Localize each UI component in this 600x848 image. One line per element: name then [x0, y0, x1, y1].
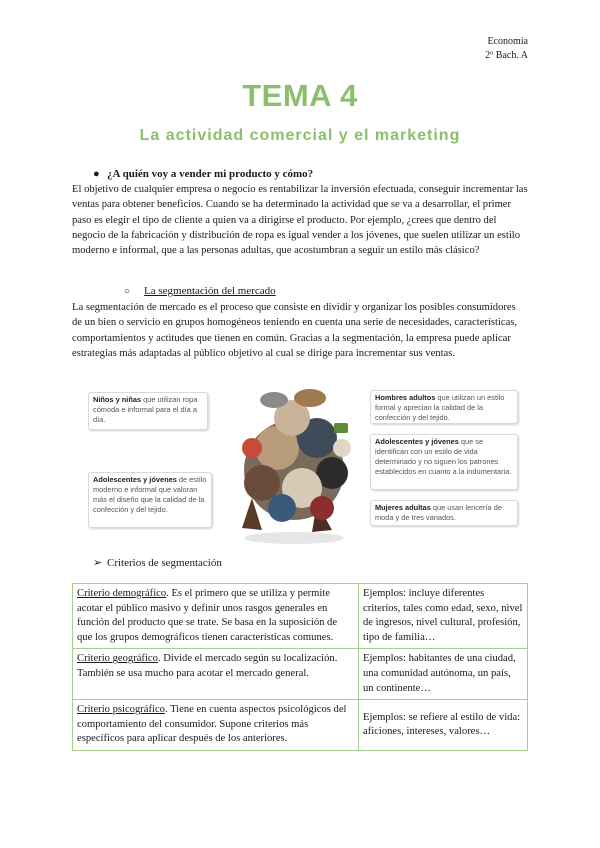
section1-heading-text: ¿A quién voy a vender mi producto y cómo? [107, 168, 314, 180]
segmentation-figure [88, 378, 518, 546]
criterion-term: Criterio demográfico [77, 588, 167, 599]
section3-heading [93, 556, 222, 569]
table-row [73, 584, 528, 649]
figure-label-bold: Adolescentes y jóvenes [93, 475, 177, 484]
section2-heading-text: La segmentación del mercado [144, 285, 276, 297]
figure-label [370, 390, 518, 424]
figure-label-bold: Adolescentes y jóvenes [375, 437, 459, 446]
criterion-desc: . Divide el mercado según su localización. También se usa mucho para acotar el mercado general. [77, 653, 338, 679]
arrow-bullet-icon: ➢ [93, 557, 103, 569]
figure-label-text: que utilizan ropa cómoda e informal para el día a día. [93, 395, 198, 424]
figure-label-bold: Mujeres adultas [375, 503, 431, 512]
figure-label-text: de estilo moderno e informal que valoran más el diseño que la calidad de la confección y del tejido. [93, 475, 207, 514]
clothing-pile-illustration [222, 378, 366, 546]
figure-label-text: que se identifican con un estilo de vida determinado y no siguen los patrones establecidos en cuanto a la indumentaria. [375, 437, 512, 476]
segmentation-criteria-table [72, 583, 528, 751]
figure-label [370, 434, 518, 490]
subject-label: Economía [487, 36, 528, 47]
section3-heading-text: Criterios de segmentación [107, 557, 222, 569]
page-header [485, 35, 528, 63]
example-cell: Ejemplos: se refiere al estilo de vida: aficiones, intereses, valores… [359, 700, 528, 751]
criterion-term: Criterio psicográfico [77, 704, 165, 716]
criterion-desc: . Tiene en cuenta aspectos psicológicos del comportamiento del consumidor. Supone criterios más específicos para aplicar después de los anteriores. [77, 704, 347, 745]
figure-label-text: que usan lencería de moda y de tres variados. [375, 503, 502, 522]
criterion-cell [73, 700, 359, 751]
criterion-term: Criterio geográfico [77, 653, 158, 665]
figure-label-bold: Hombres adultos [375, 393, 436, 402]
table-row [73, 700, 528, 751]
section1-heading [93, 168, 313, 180]
bullet-icon: ● [93, 168, 100, 180]
table-row [73, 649, 528, 700]
page-title: TEMA 4 [242, 78, 358, 113]
figure-label-bold: Niños y niñas [93, 395, 142, 404]
example-cell: Ejemplos: habitantes de una ciudad, una comunidad autónoma, un país, un continente… [359, 649, 528, 700]
criterion-cell [73, 584, 359, 649]
section2-paragraph: La segmentación de mercado es el proceso que consiste en dividir y organizar los posibles consumidores de un bien o servicio en grupos homogéneos teniendo en cuenta una serie de necesidades, características, comportamientos y actitudes que tienen en común. Gracias a la segmentación, la empresa puede aplicar estrategias más adaptadas al público objetivo al cual se dirige para incrementar sus ventas. [72, 302, 518, 359]
example-cell: Ejemplos: incluye diferentes criterios, tales como edad, sexo, nivel de ingresos, nivel cultural, profesión, tipo de familia… [359, 584, 528, 649]
section2-heading [124, 285, 276, 297]
section1-paragraph: El objetivo de cualquier empresa o negocio es rentabilizar la inversión efectuada, conseguir incrementar las ventas para obtener beneficios. Cuando se ha determinado la actividad que se va a desarrollar, el primer paso es elegir el tipo de cliente a quien va a dirigirse el producto. Por ejemplo, ¿crees que dentro del negocio de la fabricación y distribución de ropa es igual vender a los jóvenes, que suelen utilizar un estilo moderno e informal, que a las personas adultas, que acostumbran a seguir un estilo más clásico? [72, 184, 528, 257]
criterion-desc: . Es el primero que se utiliza y permite acotar el público masivo y definir unos rasgos generales en función del producto que se trate. Se basa en la suposición de que los grupos demográficos tienen características comunes. [77, 588, 338, 643]
page-subtitle: La actividad comercial y el marketing [139, 127, 461, 144]
course-label: 2º Bach. A [485, 50, 528, 61]
criterion-cell [73, 649, 359, 700]
figure-label [88, 472, 212, 528]
figure-label [370, 500, 518, 526]
circle-bullet-icon: ○ [124, 286, 131, 297]
figure-label-text: que utilizan un estilo formal y aprecian la calidad de la confección y del tejido. [375, 393, 505, 422]
figure-label [88, 392, 208, 430]
